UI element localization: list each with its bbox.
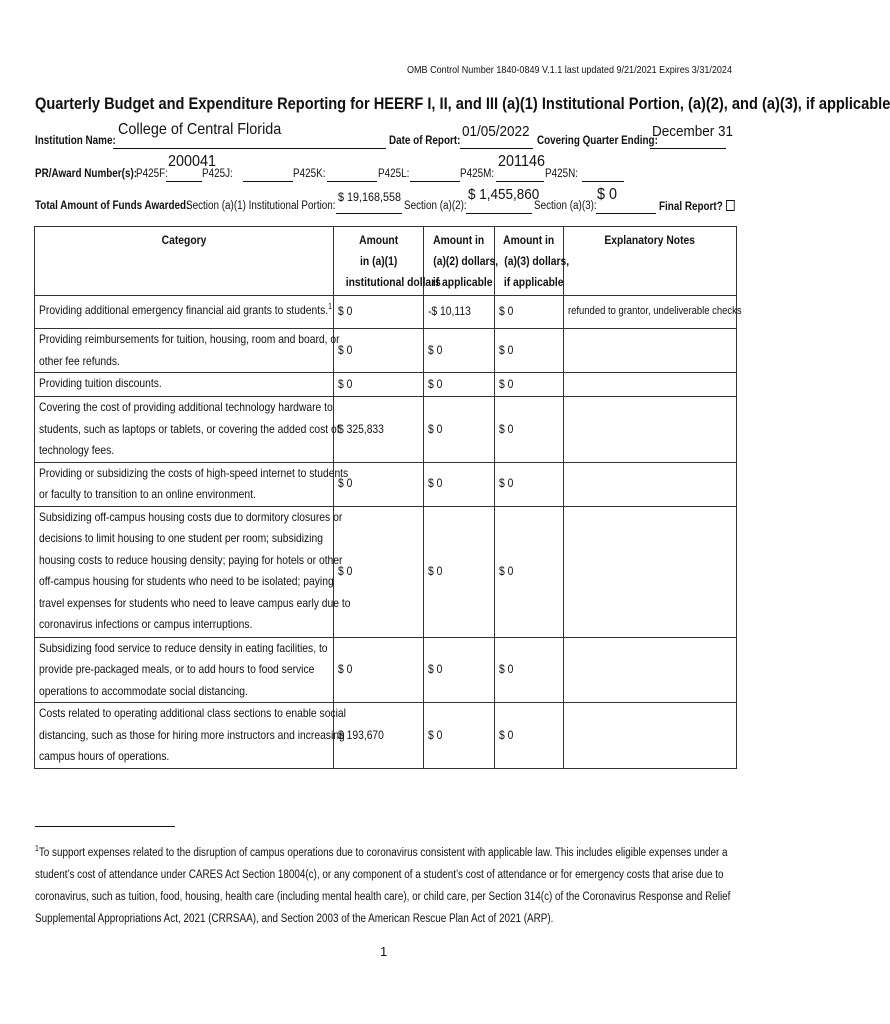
a2-amount-cell[interactable]: -$ 10,113 [424, 296, 495, 329]
explanatory-note-cell[interactable] [564, 329, 737, 373]
institution-line [113, 148, 386, 149]
header-notes: Explanatory Notes [564, 227, 737, 296]
final-report [659, 200, 735, 213]
category-cell: Subsidizing food service to reduce density in eating facilities, to provide pre-packaged meals, or to add hours to food service operations to accommodate social distancing. [35, 637, 334, 703]
p425f-field[interactable]: 200041 [168, 153, 217, 170]
table-header-row [35, 227, 737, 296]
category-cell: Covering the cost of providing additional technology hardware to students, such as laptops or tablets, or covering the added cost of technology fees. [35, 397, 334, 463]
category-cell: Providing tuition discounts. [35, 373, 334, 397]
a3-amount-cell[interactable]: $ 0 [495, 373, 564, 397]
explanatory-note-cell[interactable] [564, 462, 737, 506]
a3-amount-cell[interactable]: $ 0 [495, 462, 564, 506]
a3-label: Section (a)(3): [534, 200, 597, 212]
date-label: Date of Report: [389, 135, 461, 147]
final-report-label: Final Report? [659, 201, 723, 213]
p425l-label: P425L: [378, 168, 410, 180]
final-report-checkbox[interactable] [726, 200, 735, 211]
table-row [35, 296, 737, 329]
a1-amount-cell[interactable]: $ 0 [334, 462, 424, 506]
a3-amount-cell[interactable]: $ 0 [495, 397, 564, 463]
header-a3: Amount in (a)(3) dollars, if applicable [495, 227, 564, 296]
p425j-label: P425J: [202, 168, 233, 180]
award-row [35, 168, 137, 180]
date-line [460, 148, 533, 149]
p425j-line [243, 181, 293, 182]
p425m-field[interactable]: 201146 [498, 153, 545, 170]
p425m-label: P425M: [460, 168, 495, 180]
a2-total-field[interactable]: $ 1,455,860 [468, 186, 540, 203]
p425k-line [327, 181, 377, 182]
a1-line [336, 213, 402, 214]
p425n-line [582, 181, 624, 182]
award-label: PR/Award Number(s): [35, 168, 138, 180]
quarter-label: Covering Quarter Ending: [537, 135, 658, 147]
p425f-label: P425F: [136, 168, 168, 180]
a1-amount-cell[interactable]: $ 325,833 [334, 397, 424, 463]
p425n-label: P425N: [545, 168, 578, 180]
footnote [35, 838, 732, 930]
quarter-line [650, 148, 726, 149]
a1-amount-cell[interactable]: $ 0 [334, 296, 424, 329]
a2-amount-cell[interactable]: $ 0 [424, 462, 495, 506]
explanatory-note-cell[interactable] [564, 373, 737, 397]
institution-label: Institution Name: [35, 135, 116, 147]
a2-amount-cell[interactable]: $ 0 [424, 703, 495, 769]
a2-label: Section (a)(2): [404, 200, 467, 212]
a2-amount-cell[interactable]: $ 0 [424, 329, 495, 373]
header-category: Category [35, 227, 334, 296]
category-cell: Providing or subsidizing the costs of high-speed internet to students or faculty to transition to an online environment. [35, 462, 334, 506]
table-row [35, 373, 737, 397]
footnote-ref: 1 [328, 302, 332, 311]
date-of-report-field[interactable]: 01/05/2022 [462, 123, 530, 140]
explanatory-note-cell[interactable]: refunded to grantor, undeliverable checks [564, 296, 737, 329]
a3-total-field[interactable]: $ 0 [597, 186, 618, 203]
explanatory-note-cell[interactable] [564, 506, 737, 637]
table-row [35, 506, 737, 637]
a1-amount-cell[interactable]: $ 0 [334, 506, 424, 637]
a2-amount-cell[interactable]: $ 0 [424, 373, 495, 397]
page-title: Quarterly Budget and Expenditure Reporting for HEERF I, II, and III (a)(1) Institutional Portion, (a)(2), and (a)(3), if applicable [35, 94, 890, 113]
a2-line [466, 213, 532, 214]
total-funds-label: Total Amount of Funds Awarded: [35, 200, 190, 212]
p425f-line [166, 181, 202, 182]
a3-amount-cell[interactable]: $ 0 [495, 506, 564, 637]
category-cell: Providing reimbursements for tuition, housing, room and board, or other fee refunds. [35, 329, 334, 373]
footnote-marker: 1 [35, 844, 39, 853]
quarter-ending-field[interactable]: December 31 [652, 123, 734, 140]
footnote-text: To support expenses related to the disruption of campus operations due to coronavirus consistent with applicable law. This includes eligible expenses under a student’s cost of attendance under CARES Act Section 18004(c), or any component of a student’s cost of attendance or for emergency costs that arise due to coronavirus, such as tuition, food, housing, health care (including mental health care), or child care, per Section 314(c) of the Coronavirus Response and Relief Supplemental Appropriations Act, 2021 (CRRSAA), and Section 2003 of the American Rescue Plan Act of 2021 (ARP). [35, 846, 731, 925]
a3-amount-cell[interactable]: $ 0 [495, 296, 564, 329]
page-number: 1 [380, 944, 388, 959]
a3-amount-cell[interactable]: $ 0 [495, 637, 564, 703]
a1-amount-cell[interactable]: $ 0 [334, 329, 424, 373]
table-row [35, 329, 737, 373]
explanatory-note-cell[interactable] [564, 397, 737, 463]
a3-line [596, 213, 656, 214]
explanatory-note-cell[interactable] [564, 637, 737, 703]
a3-amount-cell[interactable]: $ 0 [495, 329, 564, 373]
institution-name-field[interactable]: College of Central Florida [118, 121, 282, 138]
footnote-divider [35, 826, 175, 827]
category-cell: Providing additional emergency financial aid grants to students.$^1$ [35, 296, 334, 329]
budget-table [34, 226, 742, 769]
a1-label: Section (a)(1) Institutional Portion: [186, 200, 336, 212]
explanatory-note-cell[interactable] [564, 703, 737, 769]
table-row [35, 462, 737, 506]
a1-amount-cell[interactable]: $ 0 [334, 373, 424, 397]
category-cell: Costs related to operating additional class sections to enable social distancing, such as those for hiring more instructors and increasing campus hours of operations. [35, 703, 334, 769]
a1-amount-cell[interactable]: $ 0 [334, 637, 424, 703]
category-cell: Subsidizing off-campus housing costs due to dormitory closures or decisions to limit housing to one student per room; subsidizing housing costs to reduce housing density; paying for hotels or other off-campus housing for students who need to be isolated; paying travel expenses for students who need to leave campus early due to coronavirus infections or campus interruptions. [35, 506, 334, 637]
a2-amount-cell[interactable]: $ 0 [424, 637, 495, 703]
a1-amount-cell[interactable]: $ 193,670 [334, 703, 424, 769]
a3-amount-cell[interactable]: $ 0 [495, 703, 564, 769]
header-a1: Amount in (a)(1) institutional dollars [334, 227, 424, 296]
table-row [35, 637, 737, 703]
table-row [35, 397, 737, 463]
p425k-label: P425K: [293, 168, 326, 180]
a1-total-field[interactable]: $ 19,168,558 [338, 190, 402, 204]
a2-amount-cell[interactable]: $ 0 [424, 506, 495, 637]
header-a2: Amount in (a)(2) dollars, if applicable [424, 227, 495, 296]
p425l-line [410, 181, 460, 182]
p425m-line [496, 181, 544, 182]
omb-control-number: OMB Control Number 1840-0849 V.1.1 last updated 9/21/2021 Expires 3/31/2024 [407, 64, 732, 76]
table-row [35, 703, 737, 769]
a2-amount-cell[interactable]: $ 0 [424, 397, 495, 463]
